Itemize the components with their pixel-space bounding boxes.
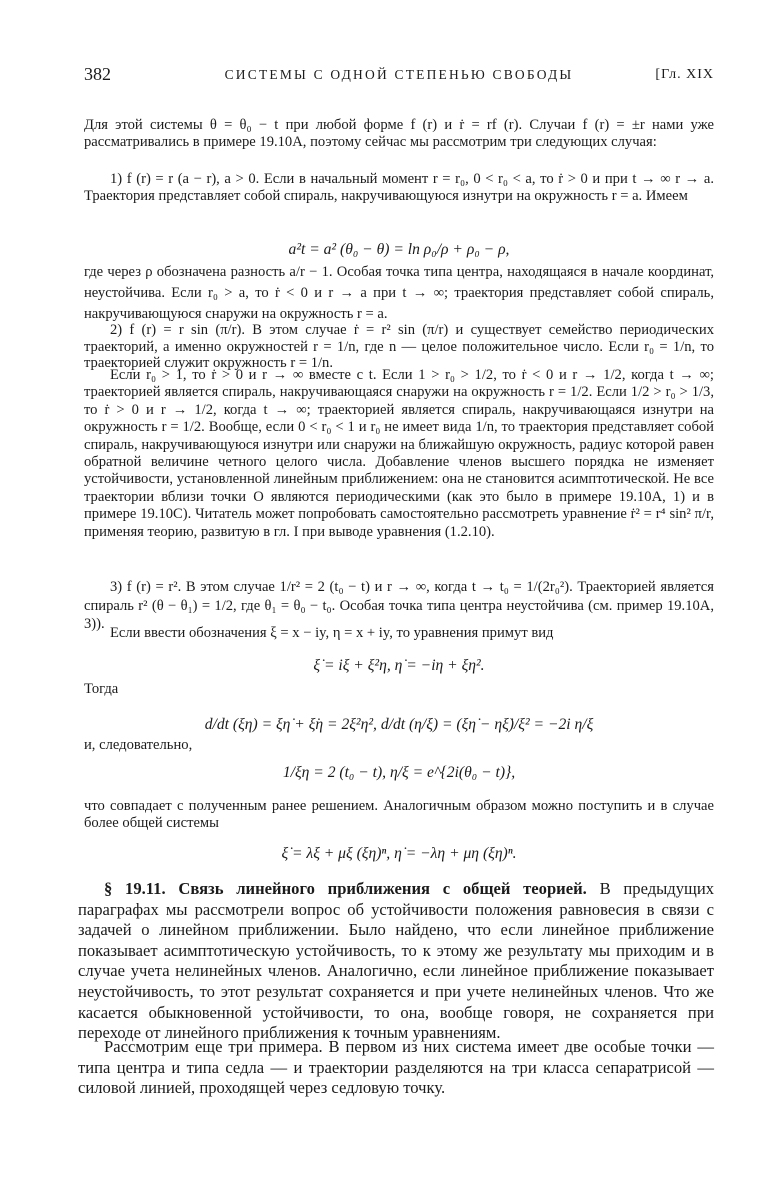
paragraph-case-1-continued: где через ρ обозначена разность a/r − 1. Особая точка типа центра, находящаяся в начале координат, неустойчива. Если r₀ > a, то ṙ < 0 и r → a при t → ∞; траектория представляет собой спираль, накручивающуюся снаружи на окружность r = a.	[84, 264, 714, 322]
word-togda: Тогда	[84, 681, 119, 697]
running-title: СИСТЕМЫ С ОДНОЙ СТЕПЕНЬЮ СВОБОДЫ	[224, 67, 574, 82]
paragraph-case-2-continued: Если r₀ > 1, то ṙ > 0 и r → ∞ вместе с t. Если 1 > r₀ > 1/2, то ṙ < 0 и r → 1/2, когда t → ∞; траекторией является спираль, накручивающаяся снаружи на окружность r = 1/2. Если 1/2 > r₀ > 1/3, то ṙ > 0 и r → 1/2, когда t → ∞; траекторией является спираль, накручивающаяся изнутри на окружность r = 1/2. Вообще, если 0 < r₀ < 1 и r₀ не имеет вида 1/n, то траектория представляет собой спираль, накручивающуюся изнутри или снаружи на ближайшую окружность, радиус которой равен обратной величине четного целого числа. Добавление членов высшего порядка не изменяет устойчивости, установленной линейным приближением: она не становится асимптотической. Не все траектории вблизи точки O являются периодическими (как это было в примере 19.10A, 1) и в примере 19.10C). Читатель может попробовать самостоятельно рассмотреть уравнение ṙ² = r⁴ sin² π/r, применяя теорию, развитую в гл. I при выводе уравнения (1.2.10).	[84, 367, 714, 540]
running-header	[84, 64, 714, 88]
paragraph-case-1: 1) f (r) = r (a − r), a > 0. Если в начальный момент r = r₀, 0 < r₀ < a, то ṙ > 0 и при t → ∞ r → a. Траектория представляет собой спираль, накручивающуюся изнутри на окружность r = a. Имеем	[84, 171, 714, 204]
text-sledovatelno: и, следовательно,	[84, 737, 193, 753]
paragraph-case-2: 2) f (r) = r sin (π/r). В этом случае ṙ = r² sin (π/r) и существует семейство периодических траекторий, а именно окружностей r = 1/n, где n — целое положительное число. Если r₀ = 1/n, то траекторией служит окружность r = 1/n.	[84, 322, 714, 372]
section-paragraph: В предыдущих параграфах мы рассмотрели вопрос об устойчивости положения равновесия в связи с задачей о линейном приближении. Было найдено, что если линейное приближение показывает асимптотическую устойчивость, то к этому же результату мы приходим и в случае учета нелинейных членов. Аналогично, если линейное приближение показывает неустойчивость, то этот результат сохраняется и при учете нелинейных членов. Что же касается обыкновенной устойчивости, то она, вообще говоря, не сохраняется при переходе от линейного приближения к точным уравнениям.	[78, 879, 715, 1043]
section-title: § 19.11. Связь линейного приближения с общей теорией.	[104, 879, 587, 898]
equation-3: d/dt (ξη) = ξη̇ + ξ̇η = 2ξ²η², d/dt (η/ξ) = (ξη̇ − ηξ̇)/ξ² = −2i η/ξ	[204, 716, 594, 733]
paragraph-general-system: что совпадает с полученным ранее решением. Аналогичным образом можно поступить и в случае более общей системы	[84, 798, 714, 831]
paragraph-substitution: Если ввести обозначения ξ = x − iy, η = x + iy, то уравнения примут вид	[110, 625, 554, 641]
chapter-label: [Гл. XIX	[655, 67, 714, 82]
paragraph-three-examples: Рассмотрим еще три примера. В первом из них система имеет две особые точки — типа центра и типа седла — и траектории разделяются на три класса сепаратрисой — силовой линией, проходящей через седловую точку.	[78, 1037, 714, 1098]
equation-1: a²t = a² (θ₀ − θ) = ln ρ₀/ρ + ρ₀ − ρ,	[288, 241, 510, 258]
equation-5: ξ̇ = λξ + μξ (ξη)ⁿ, η̇ = −λη + μη (ξη)ⁿ.	[281, 845, 517, 862]
section-19-11	[78, 879, 714, 1044]
equation-2: ξ̇ = iξ + ξ²η, η̇ = −iη + ξη².	[313, 657, 485, 674]
paragraph-case-3: 3) f (r) = r². В этом случае 1/r² = 2 (t₀ − t) и r → ∞, когда t → t₀ = 1/(2r₀²). Траекторией является спираль r² (θ − θ₁) = 1/2, где θ₁ = θ₀ − t₀. Особая точка типа центра неустойчива (см. пример 19.10A, 3)).	[84, 579, 714, 633]
page-number: 382	[84, 64, 111, 84]
equation-4: 1/ξη = 2 (t₀ − t), η/ξ = e^{2i(θ₀ − t)},	[282, 764, 516, 781]
paragraph-intro: Для этой системы θ = θ₀ − t при любой форме f (r) и ṙ = rf (r). Случаи f (r) = ±r нами уже рассматривались в примере 19.10A, поэтому сейчас мы рассмотрим три следующих случая:	[84, 117, 714, 150]
